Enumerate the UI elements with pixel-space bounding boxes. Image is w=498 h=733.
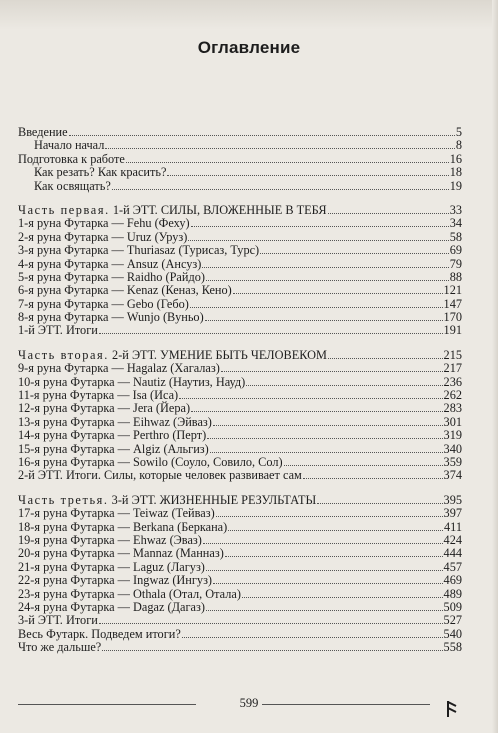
toc-entry-title — [18, 402, 190, 415]
toc-page-number: 424 — [443, 532, 462, 547]
toc-leader-dots — [99, 324, 443, 334]
toc-entry-text: 4-я руна Футарка — Ansuz (Ансуз) — [18, 256, 202, 271]
toc-row — [18, 166, 462, 179]
toc-entry-title — [18, 574, 212, 587]
toc-entry-title — [18, 416, 212, 429]
toc-entry-text: 15-я руна Футарка — Algiz (Альгиз) — [18, 441, 209, 456]
toc-entry-text: 1-й ЭТТ. СИЛЫ, ВЛОЖЕННЫЕ В ТЕБЯ — [109, 202, 327, 217]
toc-row — [18, 298, 462, 311]
toc-row — [18, 456, 462, 469]
toc-part-label: Часть третья. — [18, 492, 109, 507]
toc-row — [18, 244, 462, 257]
toc-entry-text: 18-я руна Футарка — Berkana (Беркана) — [18, 519, 228, 534]
toc-page-number: 33 — [449, 202, 462, 217]
toc-entry-title — [18, 376, 245, 389]
toc-row — [18, 271, 462, 284]
toc-page-number: 374 — [443, 468, 462, 483]
toc-row — [18, 402, 462, 415]
toc-page-number: 18 — [449, 165, 462, 180]
toc-leader-dots — [112, 180, 449, 190]
toc-leader-dots — [233, 284, 443, 294]
toc-leader-dots — [188, 231, 448, 241]
toc-page-number: 444 — [443, 546, 462, 561]
toc-section-row — [18, 349, 462, 362]
toc-leader-dots — [246, 376, 442, 386]
toc-entry-title — [18, 217, 190, 230]
toc-page-number: 215 — [443, 347, 462, 362]
toc-entry-text: 22-я руна Футарка — Ingwaz (Ингуз) — [18, 573, 213, 588]
toc-entry-title — [18, 258, 201, 271]
toc-entry-title — [18, 641, 101, 654]
toc-entry-text: 13-я руна Футарка — Eihwaz (Эйваз) — [18, 414, 212, 429]
toc-row — [18, 469, 462, 482]
toc-leader-dots — [167, 166, 448, 176]
page-footer — [0, 694, 498, 714]
toc-entry-title — [18, 429, 206, 442]
toc-page-number: 301 — [443, 414, 462, 429]
toc-entry-text: Как резать? Как красить? — [34, 165, 167, 180]
toc-entry-text: 20-я руна Футарка — Mannaz (Манназ) — [18, 546, 224, 561]
toc-section-row — [18, 494, 462, 507]
toc-page-number: 19 — [449, 178, 462, 193]
toc-row — [18, 284, 462, 297]
toc-page-number: 58 — [449, 229, 462, 244]
toc-leader-dots — [213, 416, 443, 426]
toc-entry-title — [34, 139, 104, 152]
toc-leader-dots — [303, 469, 443, 479]
toc-page-number: 69 — [449, 243, 462, 258]
toc-entry-title — [18, 547, 224, 560]
toc-page-number: 5 — [455, 125, 462, 139]
toc-leader-dots — [206, 561, 443, 571]
toc-leader-dots — [225, 547, 443, 557]
toc-leader-dots — [210, 443, 443, 453]
toc-row — [18, 311, 462, 324]
toc-entry-text: 3-й ЭТТ. ЖИЗНЕННЫЕ РЕЗУЛЬТАТЫ — [108, 492, 317, 507]
toc-row — [18, 547, 462, 560]
toc-page-number: 527 — [443, 613, 462, 628]
toc-row — [18, 614, 462, 627]
toc-page-number: 395 — [443, 492, 462, 507]
toc-part-label: Часть вторая. — [18, 347, 109, 362]
toc-entry-title — [18, 534, 202, 547]
toc-entry-text: 12-я руна Футарка — Jera (Йера) — [18, 401, 191, 416]
toc-entry-text: 10-я руна Футарка — Nautiz (Наутиз, Науд) — [18, 374, 246, 389]
toc-entry-text: Как освящать? — [34, 178, 111, 193]
toc-row — [18, 362, 462, 375]
toc-entry-title — [18, 311, 204, 324]
toc-row — [18, 139, 462, 152]
toc-row — [18, 641, 462, 654]
toc-leader-dots — [126, 153, 449, 163]
toc-entry-text: Начало начал — [34, 138, 105, 153]
toc-leader-dots — [284, 456, 443, 466]
toc-entry-text: 7-я руна Футарка — Gebo (Гебо) — [18, 296, 189, 311]
toc-entry-title — [18, 389, 178, 402]
toc-entry-text: 2-й ЭТТ. УМЕНИЕ БЫТЬ ЧЕЛОВЕКОМ — [108, 347, 327, 362]
toc-row — [18, 180, 462, 193]
toc-row — [18, 217, 462, 230]
toc-leader-dots — [328, 349, 443, 359]
fehu-rune-icon — [445, 700, 459, 718]
toc-leader-dots — [190, 298, 443, 308]
toc-entry-title — [18, 349, 327, 362]
page-edge-shadow — [492, 0, 498, 733]
toc-entry-text: 19-я руна Футарка — Ehwaz (Эваз) — [18, 532, 202, 547]
toc-leader-dots — [105, 139, 454, 149]
toc-row — [18, 574, 462, 587]
toc-page-number: 217 — [443, 361, 462, 376]
toc-entry-text: 5-я руна Футарка — Raidho (Райдо) — [18, 269, 205, 284]
toc-entry-text: Подготовка к работе — [18, 151, 125, 166]
toc-entry-text: 2-й ЭТТ. Итоги. Силы, которые человек развивает сам — [18, 468, 302, 483]
toc-page-number: 147 — [443, 296, 462, 311]
toc-page-number: 411 — [444, 519, 462, 534]
toc-leader-dots — [228, 521, 443, 531]
page-title: Оглавление — [197, 38, 301, 57]
toc-entry-text: 23-я руна Футарка — Othala (Отал, Отала) — [18, 586, 241, 601]
toc-page-number: 8 — [455, 138, 462, 153]
toc-leader-dots — [206, 601, 443, 611]
toc-entry-title — [18, 244, 259, 257]
toc-section-row — [18, 204, 462, 217]
toc-row — [18, 521, 462, 534]
toc-entry-text: 1-й ЭТТ. Итоги — [18, 323, 98, 338]
toc-leader-dots — [242, 588, 443, 598]
table-of-contents — [18, 126, 462, 654]
toc-page-number: 397 — [443, 506, 462, 521]
toc-entry-title — [18, 271, 205, 284]
toc-entry-text: 24-я руна Футарка — Dagaz (Дагаз) — [18, 599, 205, 614]
toc-row — [18, 588, 462, 601]
toc-leader-dots — [317, 494, 442, 504]
toc-leader-dots — [69, 126, 455, 136]
toc-entry-text: 2-я руна Футарка — Uruz (Уруз) — [18, 229, 188, 244]
toc-row — [18, 416, 462, 429]
toc-page-number: 79 — [449, 256, 462, 271]
toc-row — [18, 389, 462, 402]
toc-leader-dots — [202, 258, 448, 268]
toc-entry-title — [18, 204, 327, 217]
footer-rule-right — [262, 704, 430, 705]
toc-page-number: 558 — [443, 640, 462, 655]
toc-page-number: 170 — [443, 310, 462, 325]
toc-leader-dots — [206, 271, 449, 281]
toc-page-number: 540 — [443, 626, 462, 641]
toc-page-number: 236 — [443, 374, 462, 389]
toc-entry-text: 14-я руна Футарка — Perthro (Перт) — [18, 428, 207, 443]
toc-entry-title — [18, 456, 283, 469]
toc-page-number: 509 — [443, 599, 462, 614]
toc-leader-dots — [205, 311, 443, 321]
toc-page-number: 16 — [449, 151, 462, 166]
toc-row — [18, 507, 462, 520]
toc-entry-title — [18, 231, 187, 244]
page-number: 599 — [239, 696, 259, 710]
toc-page-number: 340 — [443, 441, 462, 456]
toc-entry-title — [18, 362, 220, 375]
toc-entry-title — [34, 180, 111, 193]
toc-leader-dots — [213, 574, 443, 584]
toc-entry-title — [18, 561, 205, 574]
toc-row — [18, 231, 462, 244]
toc-entry-title — [18, 521, 227, 534]
toc-page-number: 283 — [443, 401, 462, 416]
toc-page-number: 88 — [449, 269, 462, 284]
toc-entry-title — [18, 126, 68, 139]
toc-page-number: 191 — [443, 323, 462, 338]
page-top-shadow — [0, 0, 498, 30]
toc-leader-dots — [179, 389, 442, 399]
toc-entry-title — [18, 628, 181, 641]
toc-leader-dots — [260, 244, 449, 254]
toc-leader-dots — [191, 402, 442, 412]
toc-leader-dots — [203, 534, 443, 544]
toc-leader-dots — [182, 628, 443, 638]
toc-entry-title — [18, 507, 215, 520]
toc-entry-text: 8-я руна Футарка — Wunjo (Вуньо) — [18, 310, 204, 325]
toc-leader-dots — [328, 204, 449, 214]
toc-entry-text: 16-я руна Футарка — Sowilo (Соуло, Совило, Сол) — [18, 454, 283, 469]
toc-row — [18, 429, 462, 442]
toc-entry-text: 3-я руна Футарка — Thuriasaz (Турисаз, Турс) — [18, 243, 260, 258]
toc-entry-text: 17-я руна Футарка — Teiwaz (Тейваз) — [18, 506, 215, 521]
toc-entry-text: 6-я руна Футарка — Kenaz (Кеназ, Кено) — [18, 283, 232, 298]
toc-entry-title — [18, 298, 189, 311]
toc-entry-title — [18, 284, 232, 297]
toc-row — [18, 376, 462, 389]
toc-entry-title — [18, 469, 302, 482]
toc-part-label: Часть первая. — [18, 202, 110, 217]
toc-entry-text: 9-я руна Футарка — Hagalaz (Хагалаз) — [18, 361, 220, 376]
toc-row — [18, 628, 462, 641]
toc-entry-text: 1-я руна Футарка — Fehu (Феху) — [18, 216, 190, 231]
toc-leader-dots — [99, 614, 443, 624]
toc-entry-text: Что же дальше? — [18, 640, 102, 655]
toc-row — [18, 534, 462, 547]
toc-row — [18, 601, 462, 614]
toc-entry-title — [18, 588, 241, 601]
toc-page-number: 489 — [443, 586, 462, 601]
toc-entry-title — [18, 443, 209, 456]
toc-entry-text: 11-я руна Футарка — Isa (Иса) — [18, 388, 179, 403]
toc-entry-text: Введение — [18, 125, 68, 139]
toc-page-number: 457 — [443, 559, 462, 574]
toc-leader-dots — [102, 641, 442, 651]
toc-row — [18, 258, 462, 271]
toc-entry-title — [18, 324, 98, 337]
toc-row — [18, 153, 462, 166]
toc-leader-dots — [191, 217, 449, 227]
toc-page-number: 359 — [443, 454, 462, 469]
toc-leader-dots — [207, 429, 442, 439]
toc-entry-title — [18, 601, 205, 614]
toc-row — [18, 324, 462, 337]
toc-entry-title — [18, 153, 125, 166]
toc-page-number: 262 — [443, 388, 462, 403]
toc-leader-dots — [221, 362, 443, 372]
toc-leader-dots — [216, 507, 443, 517]
toc-entry-text: 3-й ЭТТ. Итоги — [18, 613, 98, 628]
toc-entry-title — [18, 494, 316, 507]
toc-page-number: 319 — [443, 428, 462, 443]
toc-row — [18, 561, 462, 574]
toc-entry-title — [34, 166, 166, 179]
toc-page-number: 34 — [449, 216, 462, 231]
toc-page-number: 469 — [443, 573, 462, 588]
toc-entry-title — [18, 614, 98, 627]
toc-page-number: 121 — [443, 283, 462, 298]
toc-entry-text: 21-я руна Футарка — Laguz (Лагуз) — [18, 559, 205, 574]
toc-row — [18, 126, 462, 139]
toc-entry-text: Весь Футарк. Подведем итоги? — [18, 626, 181, 641]
toc-row — [18, 443, 462, 456]
